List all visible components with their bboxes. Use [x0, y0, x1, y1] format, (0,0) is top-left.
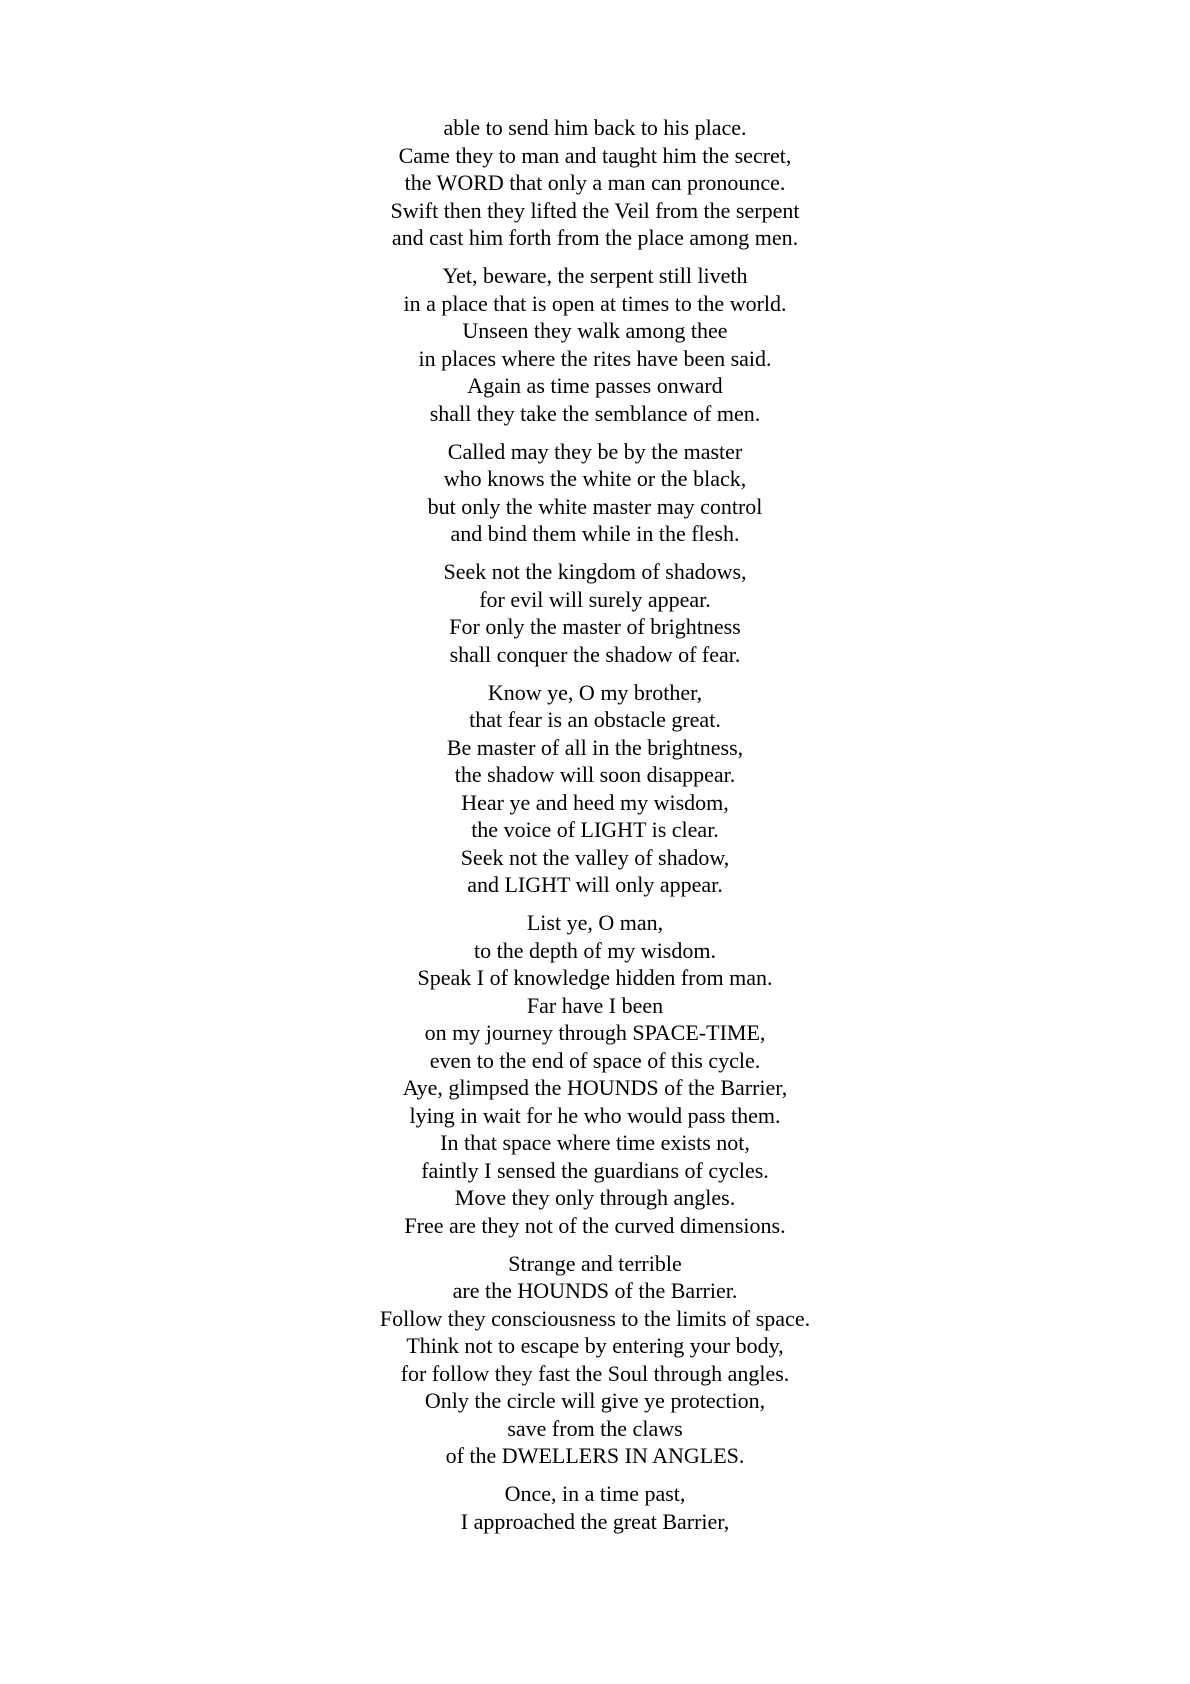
poem-line: in places where the rites have been said. [418, 345, 772, 371]
poem-line: Be master of all in the brightness, [446, 734, 744, 760]
poem-line: that fear is an obstacle great. [469, 707, 721, 732]
poem-line: and LIGHT will only appear. [467, 872, 723, 897]
poem-line: to the depth of my wisdom. [474, 937, 716, 963]
poem-line: the voice of LIGHT is clear. [471, 817, 719, 842]
stanza [0, 114, 1190, 252]
poem-line: on my journey through SPACE-TIME, [424, 1020, 766, 1045]
poem-line: Strange and terrible [508, 1250, 682, 1276]
stanza [0, 909, 1190, 1239]
poem-line: save from the claws [507, 1415, 683, 1441]
stanza [0, 1250, 1190, 1470]
poem-line: Free are they not of the curved dimensions. [404, 1212, 786, 1238]
poem-line: Know ye, O my brother, [487, 679, 703, 705]
poem-line: lying in wait for he who would pass them. [409, 1102, 781, 1128]
poem-line: Move they only through angles. [454, 1185, 736, 1210]
stanza [0, 679, 1190, 899]
poem-line: Came they to man and taught him the secret, [398, 142, 792, 168]
poem-line: Called may they be by the master [447, 438, 743, 464]
poem-line: Seek not the valley of shadow, [460, 844, 730, 870]
stanza [0, 558, 1190, 668]
poem-line: Think not to escape by entering your body, [406, 1333, 784, 1358]
poem-line: are the HOUNDS of the Barrier. [452, 1278, 738, 1303]
poem-line: but only the white master may control [427, 493, 763, 519]
poem-line: Once, in a time past, [504, 1481, 686, 1506]
poem-line: For only the master of brightness [449, 614, 741, 639]
poem-line: List ye, O man, [526, 910, 664, 935]
poem-line: Yet, beware, the serpent still liveth [442, 263, 748, 288]
document-page [0, 114, 1190, 1546]
poem-line: Hear ye and heed my wisdom, [461, 789, 729, 815]
poem-line: even to the end of space of this cycle. [429, 1047, 761, 1073]
poem-line: Only the circle will give ye protection, [424, 1388, 766, 1413]
poem-line: Follow they consciousness to the limits of space. [379, 1305, 811, 1331]
poem-line: Again as time passes onward [467, 373, 723, 398]
poem-line: Far have I been [526, 992, 664, 1018]
poem-line: able to send him back to his place. [443, 115, 747, 140]
poem-line: Unseen they walk among thee [462, 318, 728, 343]
poem-line: for evil will surely appear. [479, 586, 711, 612]
poem-line: shall they take the semblance of men. [429, 400, 761, 426]
poem-line: the WORD that only a man can pronounce. [404, 170, 786, 195]
poem-line: faintly I sensed the guardians of cycles. [421, 1157, 769, 1183]
poem-line: shall conquer the shadow of fear. [449, 641, 741, 667]
stanza [0, 262, 1190, 427]
poem-line: Swift then they lifted the Veil from the serpent [390, 197, 800, 223]
poem-line: the shadow will soon disappear. [454, 762, 736, 787]
stanza [0, 1480, 1190, 1535]
poem-line: and cast him forth from the place among men. [391, 225, 799, 250]
poem-line: Aye, glimpsed the HOUNDS of the Barrier, [402, 1075, 788, 1100]
poem-line: Seek not the kingdom of shadows, [443, 559, 747, 584]
poem-line: In that space where time exists not, [440, 1130, 750, 1155]
poem-line: and bind them while in the flesh. [450, 521, 740, 546]
poem-line: of the DWELLERS IN ANGLES. [445, 1443, 745, 1468]
poem-line: I approached the great Barrier, [460, 1508, 730, 1534]
poem-line: Speak I of knowledge hidden from man. [417, 965, 773, 990]
stanza [0, 438, 1190, 548]
poem-line: in a place that is open at times to the world. [403, 290, 787, 316]
poem-line: who knows the white or the black, [443, 466, 747, 491]
poem-line: for follow they fast the Soul through angles. [400, 1360, 790, 1386]
